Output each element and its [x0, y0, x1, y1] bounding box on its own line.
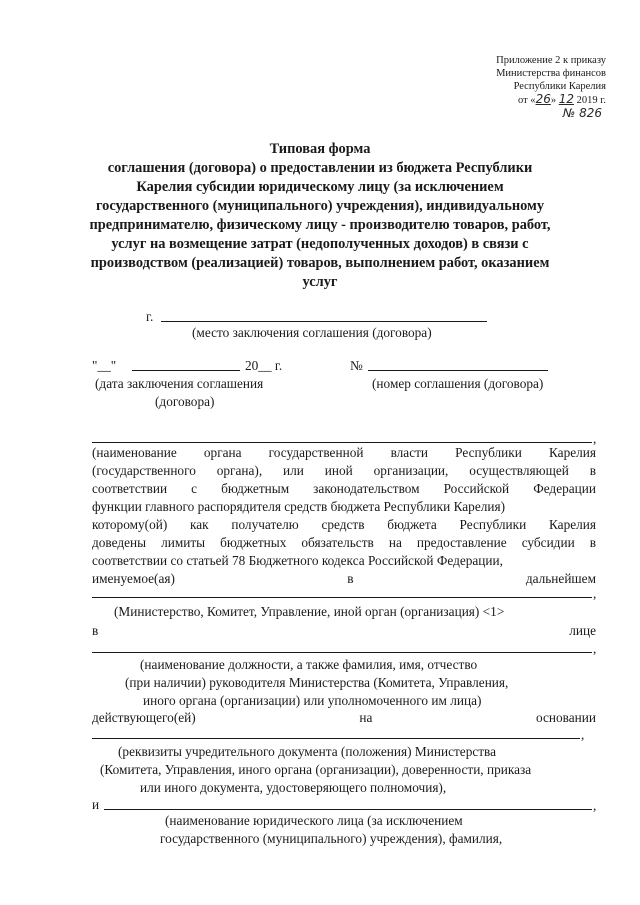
position-caption-1: (наименование должности, а также фамилия, имя, отчество [140, 657, 478, 672]
ministry-comma: , [593, 586, 597, 601]
authority-comma: , [593, 431, 597, 446]
date-year-prefix: 20__ г. [245, 358, 283, 373]
order-number-handwritten: № 826 [562, 106, 602, 120]
basis-caption-2: (Комитета, Управления, иного органа (организации), доверенности, приказа [100, 762, 532, 777]
entity-field-line[interactable] [104, 809, 592, 810]
acting-word-1: действующего(ей) [92, 710, 196, 725]
recipient-text-1: которому(ой) как получателю средств бюджета Республики Карелия [92, 517, 596, 532]
named-word-1: именуемое(ая) [92, 571, 175, 586]
date-quotes: "__" [92, 358, 117, 373]
appendix-line-3: Республики Карелия [513, 81, 606, 92]
title-line: услуг на возмещение затрат (недополученных доходов) в связи с [111, 236, 529, 252]
named-hereinafter-row [92, 570, 596, 587]
place-prefix: г. [146, 309, 154, 324]
date-caption-1: (дата заключения соглашения [95, 376, 264, 391]
appendix-line-1: Приложение 2 к приказу [496, 55, 606, 66]
basis-caption-1: (реквизиты учредительного документа (положения) Министерства [118, 744, 497, 759]
position-caption-3: иного органа (организации) или уполномоченного им лица) [143, 693, 482, 708]
basis-field-line[interactable] [92, 738, 580, 739]
title-line: Типовая форма [269, 141, 371, 157]
basis-comma: , [581, 727, 585, 742]
entity-comma: , [593, 798, 597, 813]
date-day-handwritten: 26 [535, 92, 551, 106]
authority-field-line[interactable] [92, 442, 592, 443]
entity-caption-1: (наименование юридического лица (за исключением [165, 813, 463, 828]
title-line: соглашения (договора) о предоставлении из бюджета Республики [107, 160, 533, 176]
title-line: услуг [302, 274, 338, 290]
entity-caption-2: государственного (муниципального) учреждения), фамилия, [160, 831, 503, 846]
appendix-line-2: Министерства финансов [496, 68, 606, 79]
basis-caption-3: или иного документа, удостоверяющего полномочия), [140, 780, 447, 795]
number-sign: № [350, 358, 363, 373]
place-field-line[interactable] [161, 321, 487, 322]
place-caption: (место заключения соглашения (договора) [192, 325, 432, 340]
person-comma: , [593, 641, 597, 656]
title-line: государственного (муниципального) учреждения), индивидуальному [95, 198, 545, 214]
named-word-3: дальнейшем [525, 571, 596, 586]
acting-word-2: на [359, 710, 373, 725]
position-caption-2: (при наличии) руководителя Министерства (Комитета, Управления, [125, 675, 509, 690]
and-prefix: и [92, 797, 100, 812]
title-line: предпринимателю, физическому лицу - производителю товаров, работ, [89, 217, 551, 233]
named-word-2: в [347, 571, 354, 586]
authority-caption-1: (наименование органа государственной власти Республики Карелия [92, 445, 596, 460]
title-line: производством (реализацией) товаров, выполнением работ, оказанием [90, 255, 550, 271]
date-caption-2: (договора) [155, 394, 215, 409]
acting-word-3: основании [536, 710, 596, 725]
number-caption: (номер соглашения (договора) [372, 376, 544, 391]
in-person-row [92, 622, 596, 639]
date-month-handwritten: 12 [558, 92, 574, 106]
authority-caption-3: соответствии с бюджетным законодательством Российской Федерации [92, 481, 596, 496]
date-year: 2019 г. [574, 95, 606, 106]
date-field-line[interactable] [132, 370, 240, 371]
title-line: Карелия субсидии юридическому лицу (за исключением [136, 179, 504, 195]
number-field-line[interactable] [368, 370, 548, 371]
authority-caption-2: (государственного органа), или иной организации, осуществляющей в [92, 463, 596, 478]
in-word: в [92, 623, 99, 638]
recipient-text-3: соответствии со статьей 78 Бюджетного кодекса Российской Федерации, [92, 553, 503, 568]
acting-basis-row [92, 709, 596, 726]
appendix-date [518, 93, 606, 107]
ministry-caption: (Министерство, Комитет, Управление, иной орган (организация) <1> [114, 604, 505, 619]
person-word: лице [569, 623, 596, 638]
authority-caption-4: функции главного распорядителя средств бюджета Республики Карелия) [92, 499, 506, 514]
date-mid: » [550, 95, 559, 106]
date-prefix: от « [517, 95, 536, 106]
recipient-text-2: доведены лимиты бюджетных обязательств на предоставление субсидии в [92, 535, 596, 550]
ministry-field-line[interactable] [92, 597, 592, 598]
person-field-line[interactable] [92, 652, 592, 653]
document-title [80, 140, 560, 292]
